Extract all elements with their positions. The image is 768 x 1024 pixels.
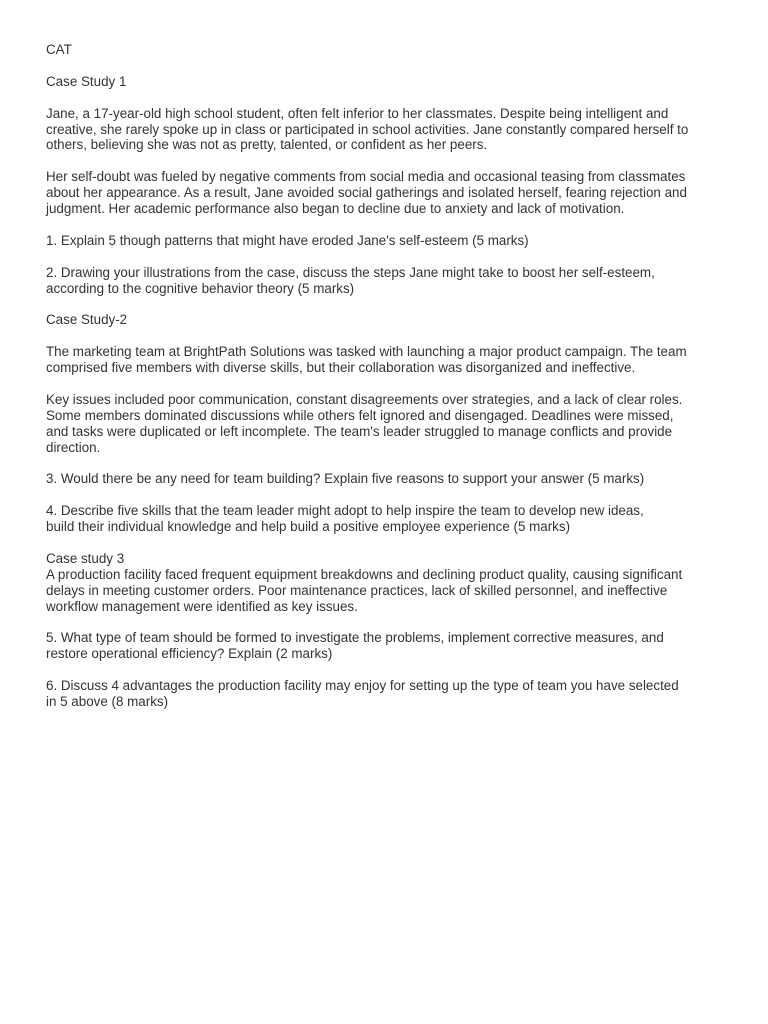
question-6: 6. Discuss 4 advantages the production facility may enjoy for setting up the type of team you have selected in 5 above (8 marks): [46, 678, 679, 709]
case-study-3-paragraph-1: A production facility faced frequent equipment breakdowns and declining product quality, causing significant delays in meeting customer orders. Poor maintenance practices, lack of skilled personnel, and ineffective workflow management were identified as key issues.: [46, 566, 683, 614]
case-study-1-heading: Case Study 1: [46, 73, 127, 89]
question-1: 1. Explain 5 though patterns that might have eroded Jane's self-esteem (5 marks): [46, 232, 529, 248]
case-study-3-heading: Case study 3: [46, 550, 125, 566]
document-title: CAT: [46, 42, 72, 57]
question-3: 3. Would there be any need for team building? Explain five reasons to support your answer (5 marks): [46, 471, 645, 487]
question-4: 4. Describe five skills that the team leader might adopt to help inspire the team to develop new ideas, build their individual knowledge and help build a positive employee experience (5 marks): [46, 503, 644, 535]
case-study-1-paragraph-2: Her self-doubt was fueled by negative comments from social media and occasional teasing from classmates about her appearance. As a result, Jane avoided social gatherings and isolated herself, fearing rejection and judgment. Her academic performance also began to decline due to anxiety and lack of motivation.: [46, 169, 687, 217]
case-study-2-heading: Case Study-2: [46, 312, 128, 328]
question-2: 2. Drawing your illustrations from the case, discuss the steps Jane might take to boost her self-esteem, according to the cognitive behavior theory (5 marks): [46, 264, 655, 296]
case-study-2-paragraph-1: The marketing team at BrightPath Solutions was tasked with launching a major product campaign. The team comprised five members with diverse skills, but their collaboration was disorganized and ineffective.: [46, 344, 687, 376]
case-study-2-paragraph-2: Key issues included poor communication, constant disagreements over strategies, and a lack of clear roles. Some members dominated discussions while others felt ignored and disengaged. Deadlines were missed, and tasks were duplicated or left incomplete. The team's leader struggled to manage conflicts and provide direction.: [46, 391, 683, 455]
case-study-1-paragraph-1: Jane, a 17-year-old high school student, often felt inferior to her classmates. Despite being intelligent and creative, she rarely spoke up in class or participated in school activities. Jane constantly compared herself to others, believing she was not as pretty, talented, or confident as her peers.: [46, 105, 689, 153]
question-5: 5. What type of team should be formed to investigate the problems, implement corrective measures, and restore operational efficiency? Explain (2 marks): [46, 630, 664, 662]
